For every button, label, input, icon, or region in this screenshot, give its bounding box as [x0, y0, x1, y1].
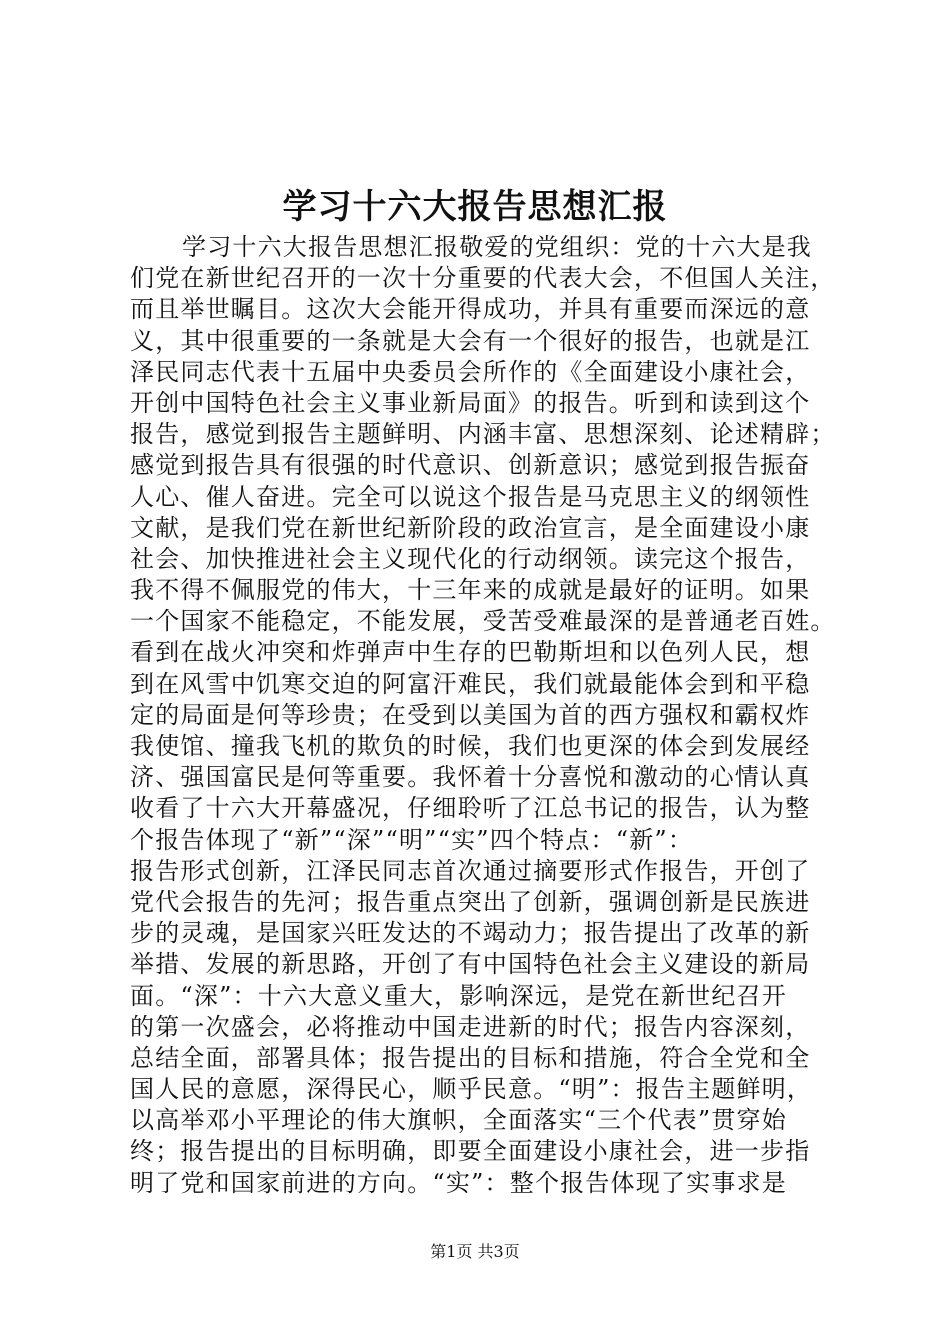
- page-number: 第1页 共3页: [430, 1242, 520, 1261]
- body-line: 总结全面，部署具体；报告提出的目标和措施，符合全党和全: [130, 1043, 811, 1072]
- body-line: 我不得不佩服党的伟大，十三年来的成就是最好的证明。如果: [130, 576, 811, 605]
- body-line: 们党在新世纪召开的一次十分重要的代表大会，不但国人关注，: [130, 264, 836, 293]
- body-line: 党代会报告的先河；报告重点突出了创新，强调创新是民族进: [130, 887, 811, 916]
- body-line: 的第一次盛会，必将推动中国走进新的时代；报告内容深刻，: [130, 1012, 811, 1041]
- body-line: 看到在战火冲突和炸弹声中生存的巴勒斯坦和以色列人民，想: [130, 638, 811, 667]
- body-line: 感觉到报告具有很强的时代意识、创新意识；感觉到报告振奋: [130, 451, 811, 480]
- body-line: 以高举邓小平理论的伟大旗帜，全面落实“三个代表”贯穿始: [130, 1106, 787, 1135]
- body-line: 面。“深”：十六大意义重大，影响深远，是党在新世纪召开: [130, 981, 787, 1010]
- body-line: 开创中国特色社会主义事业新局面》的报告。听到和读到这个: [130, 388, 811, 417]
- body-line: 定的局面是何等珍贵；在受到以美国为首的西方强权和霸权炸: [130, 700, 811, 729]
- body-line: 学习十六大报告思想汇报敬爱的党组织：党的十六大是我: [182, 233, 812, 261]
- body-line: 文献，是我们党在新世纪新阶段的政治宣言，是全面建设小康: [130, 513, 811, 542]
- body-line: 终；报告提出的目标明确，即要全面建设小康社会，进一步指: [130, 1137, 811, 1166]
- body-line: 我使馆、撞我飞机的欺负的时候，我们也更深的体会到发展经: [130, 732, 811, 760]
- body-line: 义，其中很重要的一条就是大会有一个很好的报告，也就是江: [130, 326, 811, 355]
- body-line: 社会、加快推进社会主义现代化的行动纲领。读完这个报告，: [130, 544, 811, 573]
- body-line: 人心、催人奋进。完全可以说这个报告是马克思主义的纲领性: [130, 482, 811, 511]
- body-line: 明了党和国家前进的方向。“实”：整个报告体现了实事求是: [130, 1168, 787, 1197]
- body-line: 报告形式创新，江泽民同志首次通过摘要形式作报告，开创了: [130, 856, 811, 885]
- document-body: [130, 232, 842, 1199]
- body-line: 举措、发展的新思路，开创了有中国特色社会主义建设的新局: [130, 950, 811, 979]
- body-line: 济、强国富民是何等重要。我怀着十分喜悦和激动的心情认真: [130, 763, 811, 792]
- body-line: 国人民的意愿，深得民心，顺乎民意。“明”：报告主题鲜明，: [130, 1075, 813, 1104]
- body-line: 收看了十六大开幕盛况，仔细聆听了江总书记的报告，认为整: [130, 794, 811, 823]
- body-line: 泽民同志代表十五届中央委员会所作的《全面建设小康社会，: [130, 357, 811, 386]
- document-title: 学习十六大报告思想汇报: [282, 187, 668, 227]
- body-line: 报告，感觉到报告主题鲜明、内涵丰富、思想深刻、论述精辟；: [130, 420, 836, 449]
- body-line: 而且举世瞩目。这次大会能开得成功，并具有重要而深远的意: [130, 295, 811, 324]
- body-line: 个报告体现了“新”“深”“明”“实”四个特点：“新”：: [130, 825, 694, 854]
- body-line: 一个国家不能稳定，不能发展，受苦受难最深的是普通老百姓。: [130, 607, 836, 636]
- body-line: 到在风雪中饥寒交迫的阿富汗难民，我们就最能体会到和平稳: [130, 669, 811, 698]
- body-line: 步的灵魂，是国家兴旺发达的不竭动力；报告提出了改革的新: [130, 919, 811, 948]
